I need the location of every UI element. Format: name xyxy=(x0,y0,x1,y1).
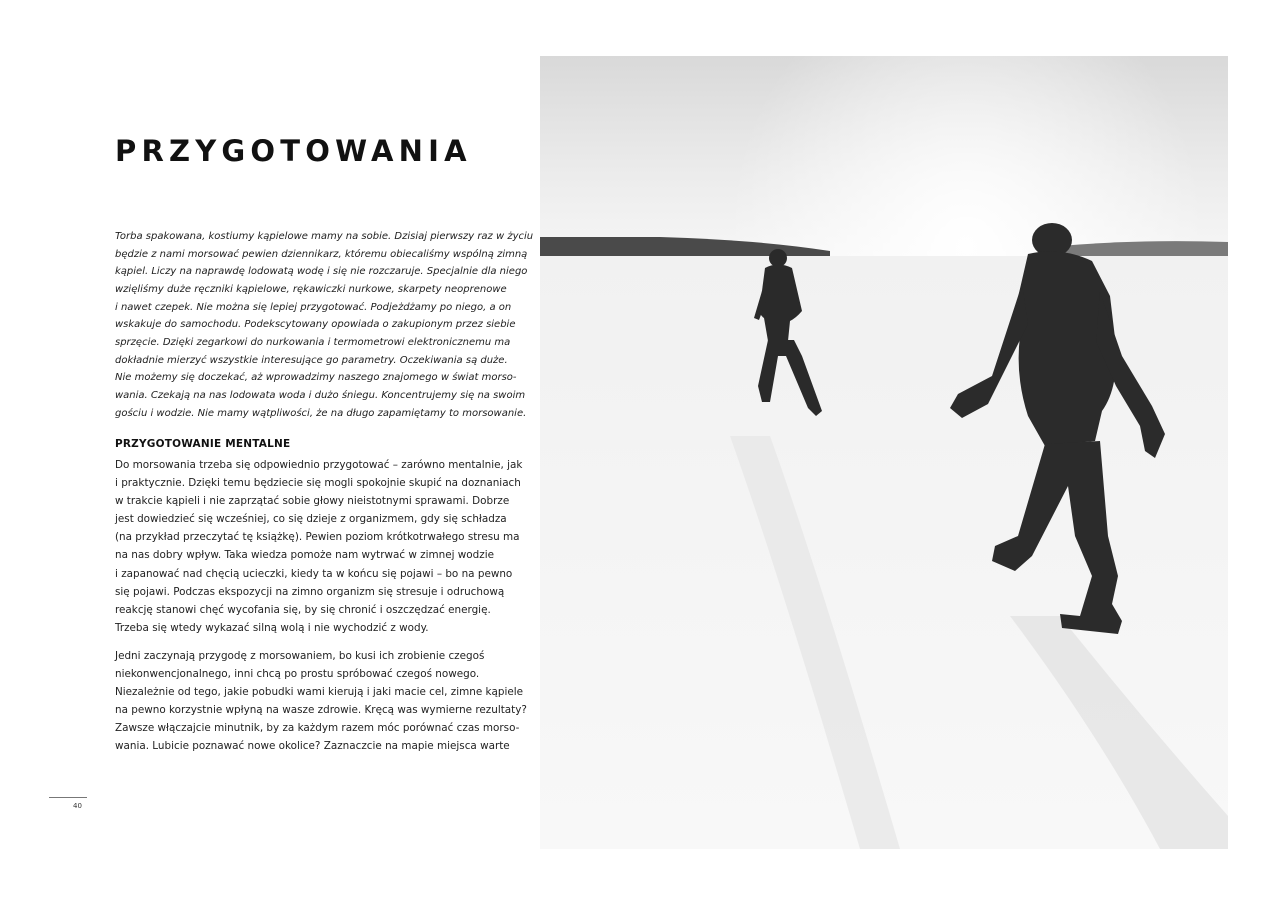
intro-paragraph xyxy=(115,228,534,422)
body-line: na pewno korzystnie wpłyną na wasze zdrowie. Kręcą was wymierne rezultaty? xyxy=(115,704,527,717)
intro-line: i nawet czepek. Nie można się lepiej przygotować. Podjeżdżamy po niego, a on xyxy=(115,301,512,313)
intro-line: wzięliśmy duże ręczniki kąpielowe, rękawiczki nurkowe, skarpety neoprenowe xyxy=(115,283,507,295)
page-number-rule xyxy=(49,797,87,798)
intro-line: wania. Czekają na nas lodowata woda i dużo śniegu. Koncentrujemy się na swoim xyxy=(115,389,526,401)
body-line: Zawsze włączajcie minutnik, by za każdym razem móc porównać czas morso- xyxy=(115,722,520,735)
page-number: 40 xyxy=(73,802,82,810)
body-line: na nas dobry wpływ. Taka wiedza pomoże nam wytrwać w zimnej wodzie xyxy=(115,549,494,562)
body-paragraph-1 xyxy=(115,456,523,637)
body-line: (na przykład przeczytać tę książkę). Pewien poziom krótkotrwałego stresu ma xyxy=(115,531,520,544)
body-line: niekonwencjonalnego, inni chcą po prostu spróbować czegoś nowego. xyxy=(115,668,480,681)
intro-line: Torba spakowana, kostiumy kąpielowe mamy na sobie. Dzisiaj pierwszy raz w życiu xyxy=(115,231,534,242)
intro-line: będzie z nami morsować pewien dziennikarz, któremu obiecaliśmy wspólną zimną xyxy=(115,248,528,260)
body-line: reakcję stanowi chęć wycofania się, by się chronić i oszczędzać energię. xyxy=(115,603,491,616)
body-line: wania. Lubicie poznawać nowe okolice? Zaznaczcie na mapie miejsca warte xyxy=(115,740,510,753)
intro-line: dokładnie mierzyć wszystkie interesujące go parametry. Oczekiwania są duże. xyxy=(115,354,508,366)
winter-photo xyxy=(540,56,1228,849)
intro-line: wskakuje do samochodu. Podekscytowany opowiada o zakupionym przez siebie xyxy=(115,319,516,331)
body-line: i praktycznie. Dzięki temu będziecie się mogli spokojnie skupić na doznaniach xyxy=(115,477,521,490)
body-line: jest dowiedzieć się wcześniej, co się dzieje z organizmem, gdy się schładza xyxy=(115,513,507,526)
photo-illustration xyxy=(540,56,1228,849)
intro-line: Nie możemy się doczekać, aż wprowadzimy naszego znajomego w świat morso- xyxy=(115,372,517,384)
body-paragraph-2 xyxy=(115,647,527,756)
section-heading: PRZYGOTOWANIE MENTALNE xyxy=(115,438,291,450)
body-line: w trakcie kąpieli i nie zaprzątać sobie głowy nieistotnymi sprawami. Dobrze xyxy=(115,495,510,508)
body-line: Do morsowania trzeba się odpowiednio przygotować – zarówno mentalnie, jak xyxy=(115,459,523,471)
body-line: i zapanować nad chęcią ucieczki, kiedy ta w końcu się pojawi – bo na pewno xyxy=(115,567,513,580)
page-title: PRZYGOTOWANIA xyxy=(115,134,472,168)
body-line: Niezależnie od tego, jakie pobudki wami kierują i jaki macie cel, zimne kąpiele xyxy=(115,686,524,699)
intro-line: kąpiel. Liczy na naprawdę lodowatą wodę i się nie rozczaruje. Specjalnie dla niego xyxy=(115,266,528,278)
body-line: się pojawi. Podczas ekspozycji na zimno organizm się stresuje i odruchową xyxy=(115,585,505,598)
body-line: Jedni zaczynają przygodę z morsowaniem, bo kusi ich zrobienie czegoś xyxy=(115,650,485,662)
intro-line: gościu i wodzie. Nie mamy wątpliwości, że na długo zapamiętamy to morsowanie. xyxy=(115,407,527,419)
intro-line: sprzęcie. Dzięki zegarkowi do nurkowania i termometrowi elektronicznemu ma xyxy=(115,336,511,348)
body-line: Trzeba się wtedy wykazać silną wolą i nie wychodzić z wody. xyxy=(115,621,429,634)
